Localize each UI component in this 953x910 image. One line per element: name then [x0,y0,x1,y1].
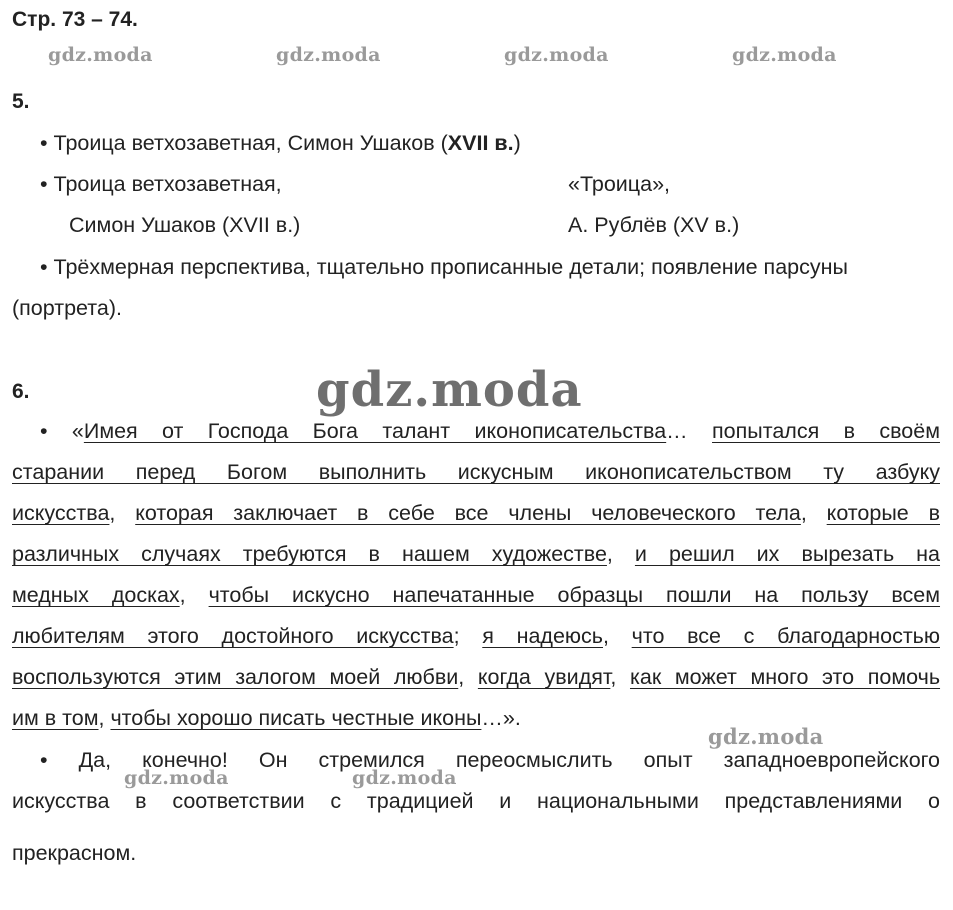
underlined-text: и решил их вырезать на [634,542,941,566]
underlined-text: им в том [12,706,99,730]
answer-line: Симон Ушаков (XVII в.) [69,213,301,237]
text: Трёхмерная перспектива, тщательно прописанные детали; появление парсуны [53,255,848,279]
page-title: Стр. 73 – 74. [12,8,138,31]
underlined-text: любителям этого достойного искусства [12,624,454,648]
quote-line [12,703,521,733]
text: , [109,501,136,525]
text: « [71,419,84,443]
watermark: gdz.moda [276,44,381,66]
underlined-text: попытался в своём [712,419,940,443]
text: ; [453,624,483,648]
watermark-large: gdz.moda [316,362,583,418]
bold-text: XVII в. [447,131,514,155]
text: Да, конечно! Он стремился переосмыслить опыт западноевропейского [78,748,940,772]
bullet: • [40,255,48,279]
underlined-text: различных случаях требуются в нашем художестве [12,542,607,566]
underlined-text: Имея от Господа Бога талант иконописательства [83,419,667,443]
watermark: gdz.moda [124,767,229,789]
quote-line [12,539,940,569]
task-number: 5. [12,90,30,113]
answer-line [40,128,521,158]
bullet: • [40,172,48,196]
text: Троица ветхозаветная, Симон Ушаков ( [53,131,448,155]
watermark: gdz.moda [352,767,457,789]
text: , [800,501,827,525]
answer-line [40,252,848,282]
quote-line [12,498,940,528]
quote-line [12,457,940,487]
text: …». [481,706,521,730]
text: ) [513,131,521,155]
answer-line [12,786,940,816]
answer-line [40,745,940,775]
answer-line: прекрасном. [12,841,137,865]
watermark: gdz.moda [504,44,609,66]
text: , [98,706,111,730]
task-number: 6. [12,380,30,403]
underlined-text: воспользуются этим залогом моей любви [12,665,459,689]
text: , [606,542,635,566]
bullet: • [40,419,48,443]
text: искусства в соответствии с традицией и национальными представлениями о [12,789,940,813]
watermark: gdz.moda [732,44,837,66]
text: , [179,583,209,607]
bullet: • [40,748,48,772]
text: Троица ветхозаветная, [53,172,282,196]
underlined-text: когда увидят [477,665,611,689]
bullet: • [40,131,48,155]
underlined-text: старании перед Богом выполнить искусным иконописательством ту азбуку [12,460,940,484]
text: … [666,419,713,443]
watermark: gdz.moda [708,724,824,749]
quote-line [12,662,940,692]
underlined-text: чтобы искусно напечатанные образцы пошли на пользу всем [208,583,941,607]
answer-line: (портрета). [12,296,122,320]
quote-line [12,621,940,651]
answer-line-right: «Троица», [568,172,671,196]
quote-line [12,580,940,610]
underlined-text: я надеюсь [482,624,603,648]
text: , [458,665,478,689]
underlined-text: что все с благодарностью [631,624,940,648]
underlined-text: как может много это помочь [629,665,941,689]
underlined-text: которые в [826,501,940,525]
quote-line [40,416,940,446]
watermark: gdz.moda [48,44,153,66]
answer-line [40,169,282,199]
text: , [610,665,630,689]
underlined-text: искусства [12,501,110,525]
underlined-text: медных досках [12,583,180,607]
underlined-text: которая заключает в себе все члены человеческого тела [135,501,801,525]
answer-line-right: А. Рублёв (XV в.) [568,213,740,237]
underlined-text: чтобы хорошо писать честные иконы [110,706,482,730]
text: , [603,624,632,648]
